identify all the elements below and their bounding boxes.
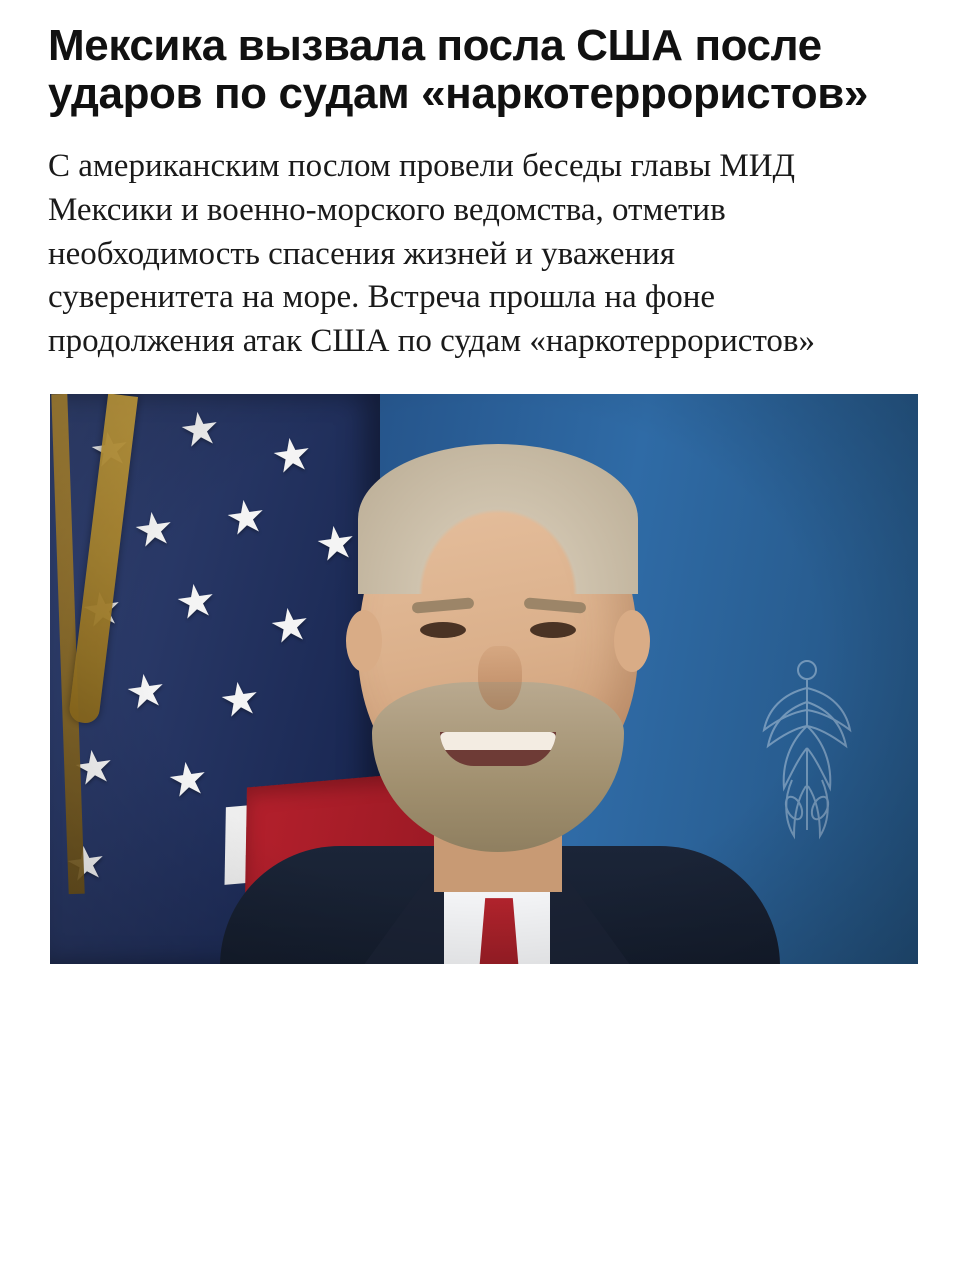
ear-left xyxy=(346,610,382,672)
eagle-seal-icon xyxy=(732,630,882,860)
hair xyxy=(358,444,638,594)
ear-right xyxy=(614,610,650,672)
page-title: Мексика вызвала посла США после ударов по судам «наркотеррористов» xyxy=(48,21,868,119)
article-lede: С американским послом провели беседы главы МИД Мексики и военно-морского ведомства, отметив необходимость спасения жизней и уважения суверенитета на море. Встреча прошла на фоне продолжения атак США по судам «наркотеррористов» xyxy=(48,147,816,360)
nose xyxy=(478,646,522,710)
article-photo xyxy=(50,394,918,964)
ambassador-portrait xyxy=(262,450,732,964)
mouth xyxy=(440,732,556,766)
teeth xyxy=(440,732,556,750)
